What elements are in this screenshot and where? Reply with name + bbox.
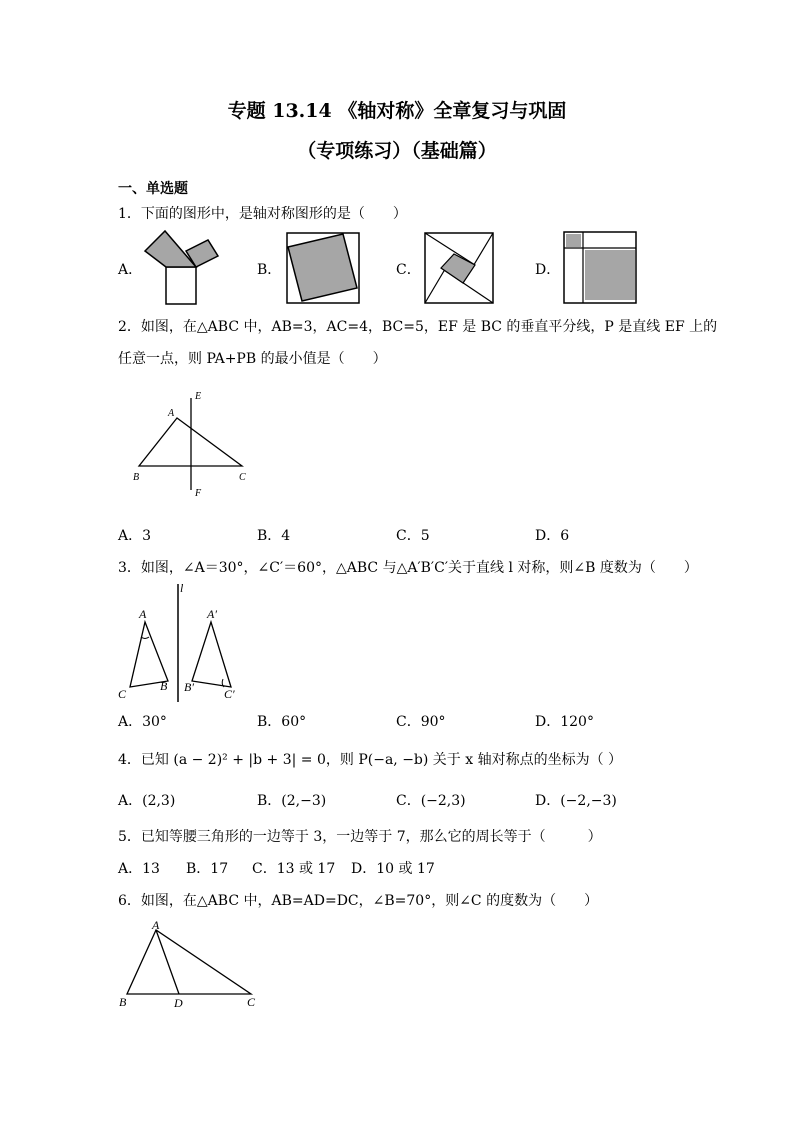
q4-option-c: C．(−2,3) [396, 793, 466, 809]
q2-option-b: B．4 [257, 528, 291, 544]
q6-stem: 6．如图，在△ABC 中，AB=AD=DC，∠B=70°，则∠C 的度数为（ ） [118, 893, 599, 909]
q3-label-c: C [118, 687, 127, 701]
q6-label-d: D [174, 996, 183, 1010]
q2-label-b: B [133, 472, 140, 483]
q1-figure-c [424, 232, 494, 304]
q4-option-a: A．(2,3) [118, 793, 176, 809]
q5-stem: 5．已知等腰三角形的一边等于 3，一边等于 7，那么它的周长等于（ ） [118, 829, 602, 845]
q5-option-c: C．13 或 17 [252, 861, 336, 877]
q1-option-c: C． [396, 262, 421, 278]
q3-option-a: A．30° [118, 714, 167, 730]
q3-label-b-prime: B′ [184, 680, 194, 694]
q6-label-b: B [119, 995, 127, 1009]
q1-stem: 1．下面的图形中，是轴对称图形的是（ ） [118, 206, 407, 222]
q2-option-a: A．3 [118, 528, 152, 544]
q3-option-c: C．90° [396, 714, 446, 730]
q3-option-d: D．120° [535, 714, 594, 730]
q5-option-b: B．17 [186, 861, 229, 877]
q6-label-c: C [247, 995, 256, 1009]
q6-figure [116, 916, 266, 1012]
q3-label-c-prime: C′ [224, 687, 235, 701]
q1-option-b: B． [257, 262, 282, 278]
q3-label-b: B [160, 679, 168, 693]
q3-stem: 3．如图，∠A＝30°，∠C′＝60°，△ABC 与△A′B′C′关于直线 l 对称，则∠B 度数为（ ） [118, 560, 698, 576]
q2-label-f: F [195, 488, 202, 498]
section-heading: 一、单选题 [118, 181, 188, 197]
q5-option-d: D．10 或 17 [351, 861, 435, 877]
q4-stem: 4．已知 (a − 2)² + |b + 3| = 0，则 P(−a, −b) 关于 x 轴对称点的坐标为（ ） [118, 752, 623, 768]
q1-option-d: D． [535, 262, 561, 278]
page-subtitle: （专项练习）（基础篇） [297, 140, 497, 162]
q2-stem-line1: 2．如图，在△ABC 中，AB=3，AC=4，BC=5，EF 是 BC 的垂直平分线，P 是直线 EF 上的 [118, 319, 718, 335]
q1-figure-a [140, 226, 230, 308]
q2-label-e: E [195, 391, 202, 402]
q2-stem-line2: 任意一点，则 PA+PB 的最小值是（ ） [118, 351, 387, 367]
q2-label-a: A [168, 408, 175, 419]
q1-figure-b [286, 232, 360, 304]
q4-option-d: D．(−2,−3) [535, 793, 617, 809]
q1-option-a: A． [118, 262, 143, 278]
page-title: 专题 13.14 《轴对称》全章复习与巩固 [227, 100, 567, 122]
q3-label-a-prime: A′ [207, 607, 217, 621]
q1-figure-d [563, 231, 637, 304]
q3-figure [114, 580, 254, 704]
q2-option-d: D．6 [535, 528, 570, 544]
q5-option-a: A．13 [118, 861, 160, 877]
q2-label-c: C [239, 472, 246, 483]
q3-label-l: l [180, 581, 184, 595]
q2-figure [128, 388, 258, 498]
q4-option-b: B．(2,−3) [257, 793, 327, 809]
q3-option-b: B．60° [257, 714, 307, 730]
q2-option-c: C．5 [396, 528, 430, 544]
q3-label-a: A [139, 607, 147, 621]
q6-label-a: A [152, 918, 160, 932]
